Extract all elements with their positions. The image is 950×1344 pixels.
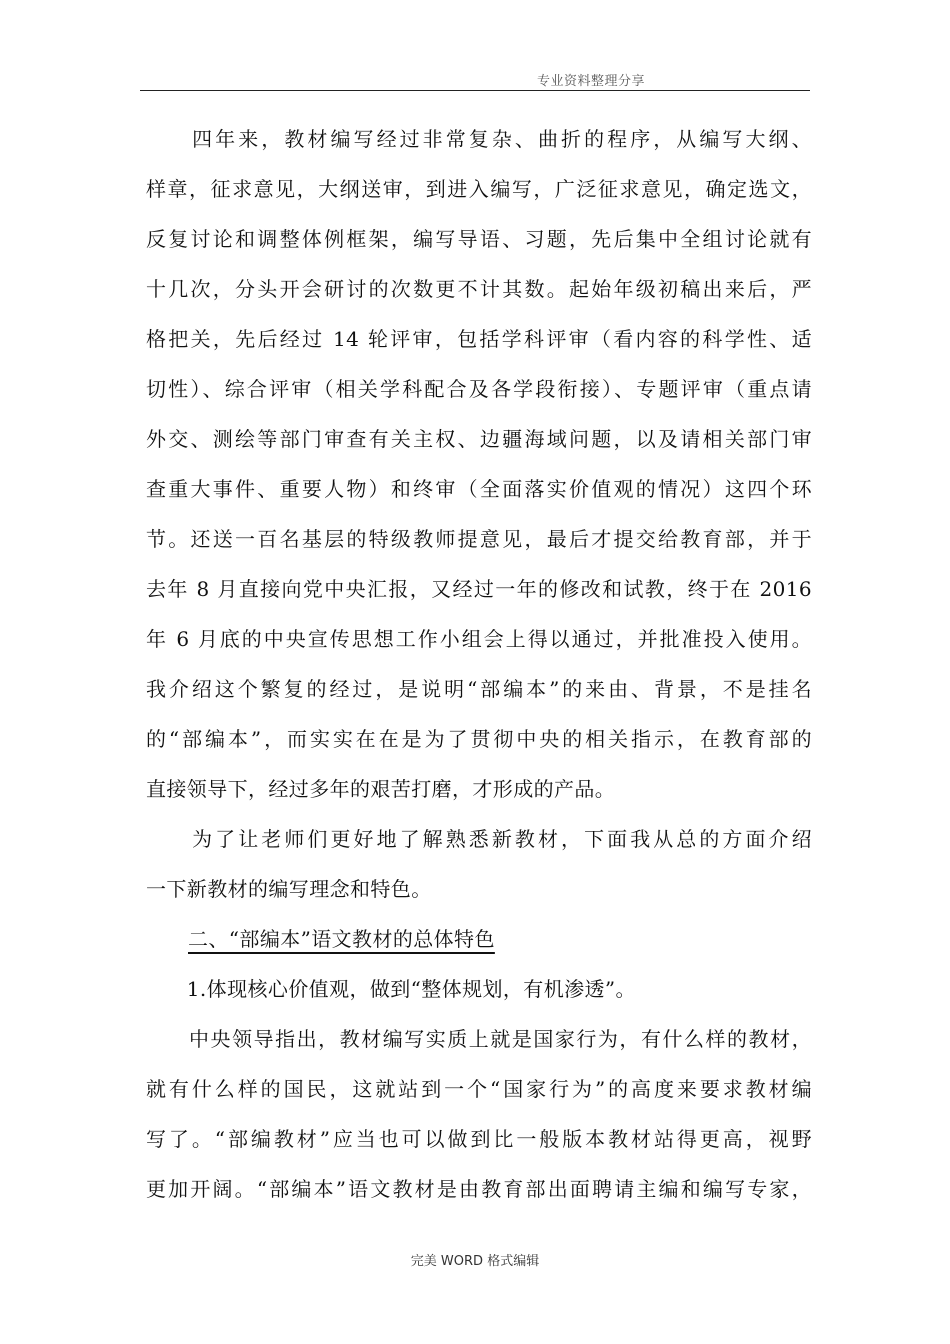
text-line: 一下新教材的编写理念和特色。 <box>146 877 432 901</box>
page-footer: 完美 WORD 格式编辑 <box>410 1254 540 1269</box>
text-line: 四年来，教材编写经过非常复杂、曲折的程序，从编写大纲、 <box>146 127 812 151</box>
section-heading <box>146 914 812 964</box>
document-body <box>146 114 812 1214</box>
text-line: 写了。“部编教材”应当也可以做到比一般版本教材站得更高，视野 <box>146 1127 812 1151</box>
text-line: 的“部编本”，而实实在在是为了贯彻中央的相关指示，在教育部的 <box>146 727 812 751</box>
text-line: 直接领导下，经过多年的艰苦打磨，才形成的产品。 <box>146 777 616 801</box>
text-line: 更加开阔。“部编本”语文教材是由教育部出面聘请主编和编写专家， <box>146 1177 812 1201</box>
text-line: 中央领导指出，教材编写实质上就是国家行为，有什么样的教材， <box>146 1027 812 1051</box>
text-line: 查重大事件、重要人物）和终审（全面落实价值观的情况）这四个环 <box>146 477 812 501</box>
text-line: 十几次，分头开会研讨的次数更不计其数。起始年级初稿出来后，严 <box>146 277 812 301</box>
text-line: 节。还送一百名基层的特级教师提意见，最后才提交给教育部，并于 <box>146 527 812 551</box>
text-line: 我介绍这个繁复的经过，是说明“部编本”的来由、背景，不是挂名 <box>146 677 812 701</box>
text-line: 反复讨论和调整体例框架，编写导语、习题，先后集中全组讨论就有 <box>146 227 812 251</box>
text-line: 年 6 月底的中央宣传思想工作小组会上得以通过，并批准投入使用。 <box>146 627 812 651</box>
text-line: 外交、测绘等部门审查有关主权、边疆海域问题，以及请相关部门审 <box>146 427 812 451</box>
text-line: 去年 8 月直接向党中央汇报，又经过一年的修改和试教，终于在 2016 <box>146 577 812 601</box>
section-heading-text: 二、“部编本”语文教材的总体特色 <box>188 927 495 951</box>
header-text: 专业资料整理分享 <box>536 74 645 89</box>
text-line: 就有什么样的国民，这就站到一个“国家行为”的高度来要求教材编 <box>146 1077 812 1101</box>
page-header <box>140 70 810 91</box>
paragraph-3 <box>146 1014 812 1214</box>
paragraph-2 <box>146 814 812 914</box>
text-line: 为了让老师们更好地了解熟悉新教材，下面我从总的方面介绍 <box>146 827 812 851</box>
paragraph-1 <box>146 114 812 814</box>
text-line: 样章，征求意见，大纲送审，到进入编写，广泛征求意见，确定选文， <box>146 177 812 201</box>
text-line: 格把关，先后经过 14 轮评审，包括学科评审（看内容的科学性、适 <box>146 327 812 351</box>
text-line: 切性）、综合评审（相关学科配合及各学段衔接）、专题评审（重点请 <box>146 377 812 401</box>
subheading: 1.体现核心价值观，做到“整体规划，有机渗透”。 <box>146 977 636 1001</box>
